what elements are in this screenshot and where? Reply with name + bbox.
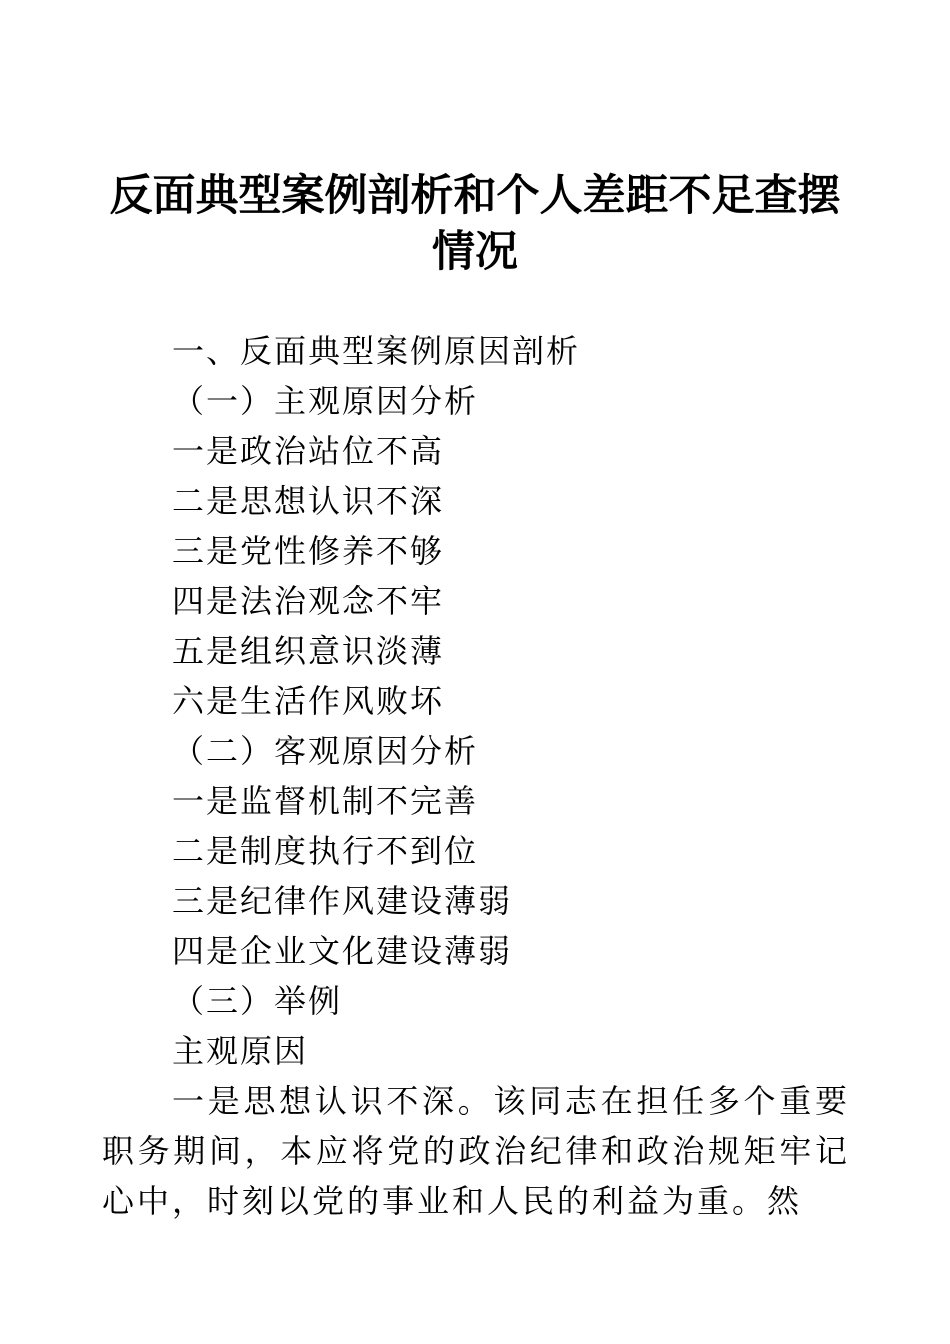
subheading-subjective: （一）主观原因分析 (172, 382, 479, 420)
list-item: 二是制度执行不到位 (172, 832, 479, 870)
body-paragraph: 一是思想认识不深。该同志在担任多个重要职务期间，本应将党的政治纪律和政治规矩牢记心中，时刻以党的事业和人民的利益为重。然 (102, 1082, 850, 1220)
subheading-example: （三）举例 (172, 982, 343, 1020)
heading-section-1: 一、反面典型案例原因剖析 (172, 332, 581, 370)
list-item: 三是党性修养不够 (172, 532, 445, 570)
list-item: 五是组织意识淡薄 (172, 632, 445, 670)
list-item: 一是政治站位不高 (172, 432, 445, 470)
document-body (102, 326, 850, 1226)
list-item: 二是思想认识不深 (172, 482, 445, 520)
subheading-objective: （二）客观原因分析 (172, 732, 479, 770)
list-item: 四是法治观念不牢 (172, 582, 445, 620)
list-item: 六是生活作风败坏 (172, 682, 445, 720)
list-item: 一是监督机制不完善 (172, 782, 479, 820)
list-item: 四是企业文化建设薄弱 (172, 932, 513, 970)
list-item: 三是纪律作风建设薄弱 (172, 882, 513, 920)
subheading-subjective-cause: 主观原因 (172, 1032, 309, 1070)
document-title: 反面典型案例剖析和个人差距不足查摆情况 (109, 171, 841, 277)
